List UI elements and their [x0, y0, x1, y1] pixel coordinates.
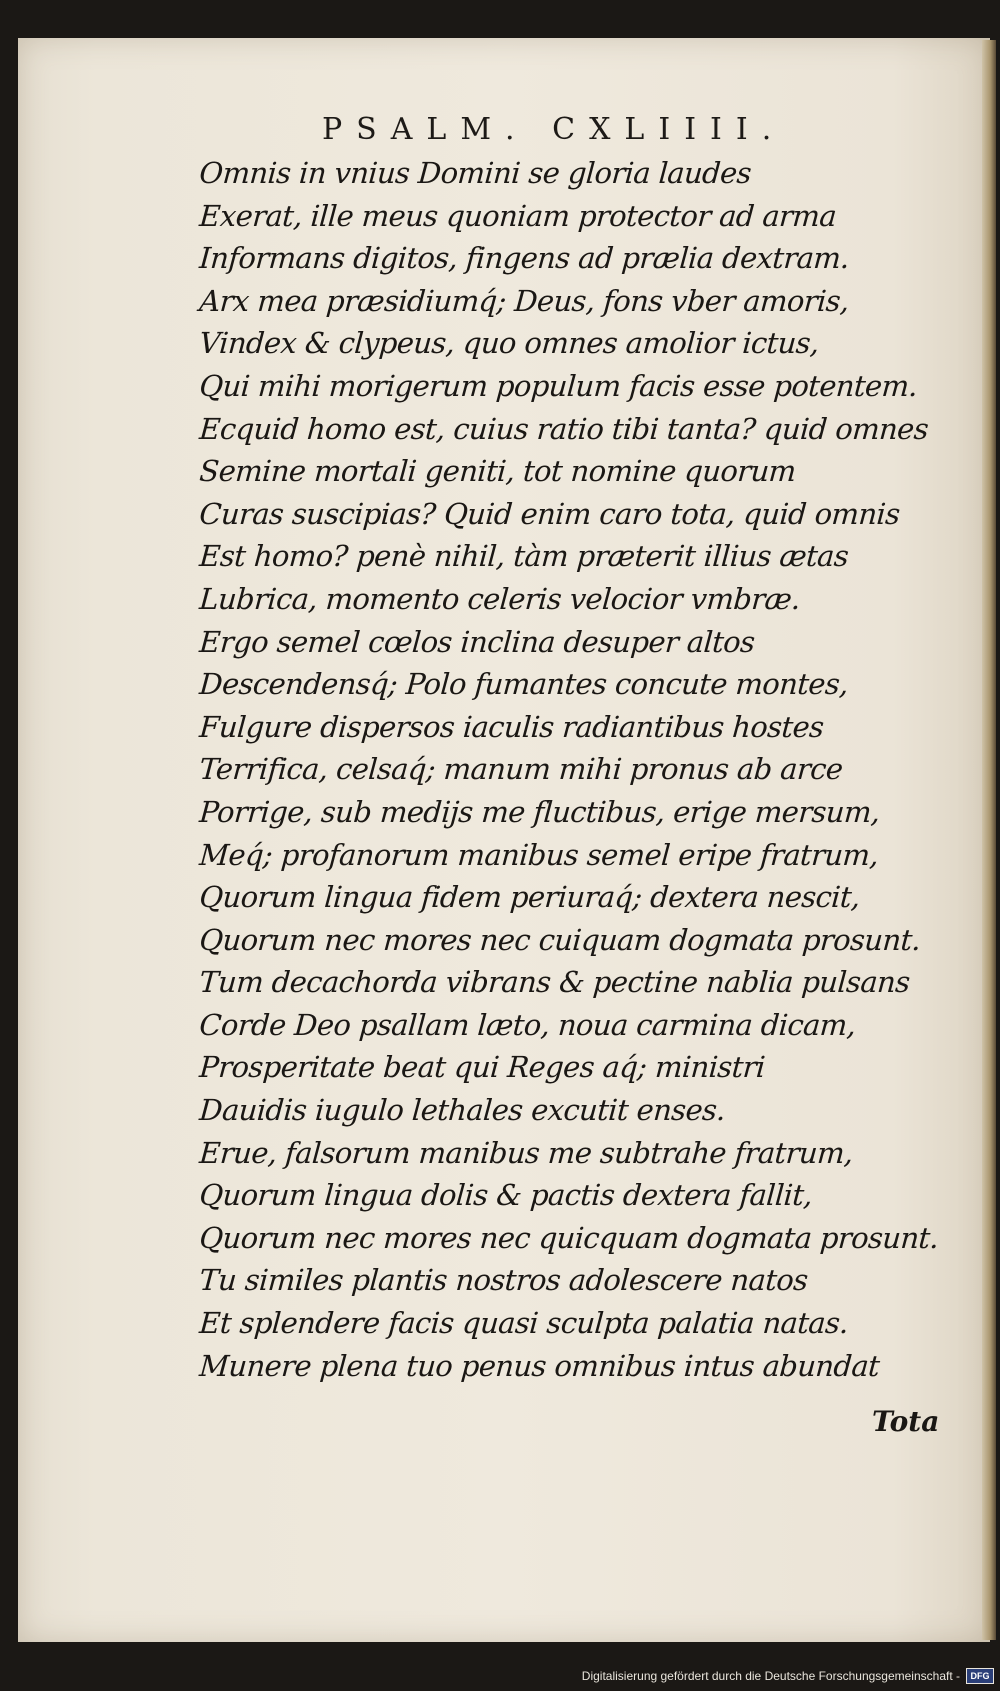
verse-line: Erue, falsorum manibus me subtrahe fratrum,	[198, 1135, 854, 1170]
verse-line: Dauidis iugulo lethales excutit enses.	[198, 1093, 727, 1128]
verse-line: Informans digitos, fingens ad prælia dextram.	[198, 241, 851, 276]
verse-line: Descendensq́; Polo fumantes concute montes,	[198, 667, 850, 702]
verse-line: Quorum nec mores nec cuiquam dogmata prosunt.	[198, 922, 922, 957]
verse-line: Et splendere facis quasi sculpta palatia natas.	[198, 1306, 850, 1341]
verse-line: Semine mortali geniti, tot nomine quorum	[198, 454, 797, 489]
catchword: Tota	[872, 1405, 940, 1438]
verse-line: Arx mea præsidiumq́; Deus, fons vber amoris,	[198, 283, 850, 318]
verse-line: Quorum lingua fidem periuraq́; dextera nescit,	[198, 880, 861, 915]
digitization-credit	[582, 1667, 994, 1685]
verse-line: Fulgure dispersos iaculis radiantibus hostes	[198, 709, 825, 744]
verse-line: Est homo? penè nihil, tàm præterit illius ætas	[198, 539, 850, 574]
verse-line: Porrige, sub medijs me fluctibus, erige mersum,	[198, 794, 881, 829]
credit-text: Digitalisierung gefördert durch die Deutsche Forschungsgemeinschaft -	[581, 1669, 960, 1683]
running-head: PSALM. CXLIIII.	[322, 112, 786, 147]
verse-line: Meq́; profanorum manibus semel eripe fratrum,	[198, 837, 880, 872]
verse-line: Ergo semel cœlos inclina desuper altos	[198, 624, 756, 659]
verse-line: Terrifica, celsaq́; manum mihi pronus ab arce	[198, 752, 844, 787]
verse-line: Exerat, ille meus quoniam protector ad arma	[198, 198, 838, 233]
dfg-logo-icon: DFG	[966, 1668, 994, 1684]
verse-line: Omnis in vnius Domini se gloria laudes	[198, 156, 753, 190]
verse-line: Quorum nec mores nec quicquam dogmata prosunt.	[198, 1220, 940, 1255]
verse-line: Tu similes plantis nostros adolescere natos	[198, 1263, 809, 1298]
page-edge	[982, 40, 996, 1640]
verse-line: Quorum lingua dolis & pactis dextera fallit,	[198, 1178, 814, 1213]
verse-line: Prosperitate beat qui Reges aq́; ministri	[198, 1050, 766, 1085]
verse-line: Curas suscipias? Quid enim caro tota, quid omnis	[198, 496, 901, 531]
verse-line: Munere plena tuo penus omnibus intus abundat	[198, 1348, 881, 1383]
verse-line: Qui mihi morigerum populum facis esse potentem.	[198, 368, 919, 403]
verse-line: Lubrica, momento celeris velocior vmbræ.	[198, 581, 802, 616]
verse-line: Ecquid homo est, cuius ratio tibi tanta? quid omnes	[198, 411, 930, 446]
verse-line: Tum decachorda vibrans & pectine nablia pulsans	[198, 965, 911, 1000]
verse-line: Corde Deo psallam læto, noua carmina dicam,	[198, 1007, 857, 1042]
verse-line: Vindex & clypeus, quo omnes amolior ictus,	[198, 326, 820, 361]
verse-block	[198, 152, 958, 1387]
